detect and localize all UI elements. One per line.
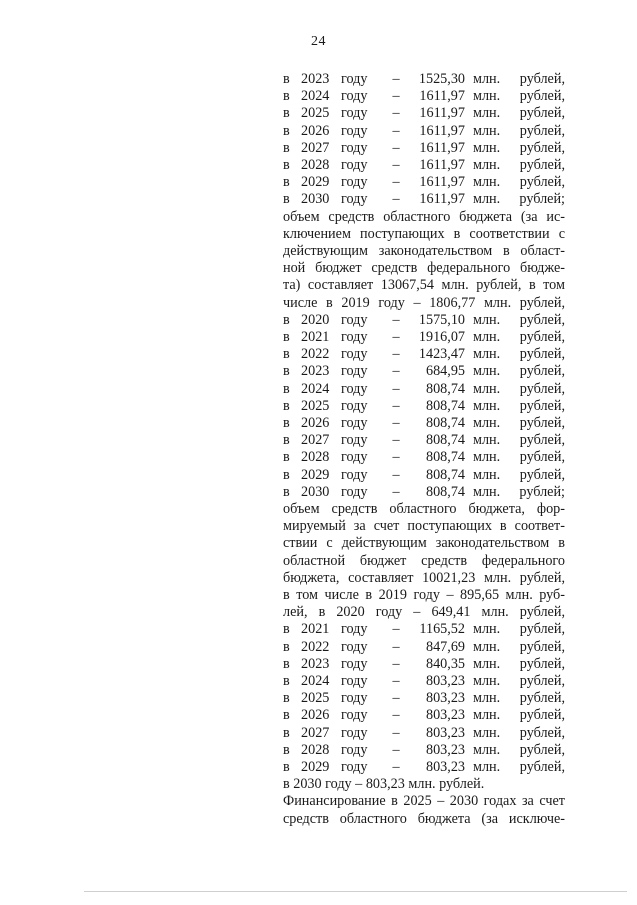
funding-cell: рублей; <box>519 483 565 500</box>
funding-cell: году <box>341 466 368 483</box>
paragraph-line: ствии с действующим законодательством в <box>283 535 565 552</box>
funding-cell: – <box>392 71 400 87</box>
funding-cell: млн. <box>473 432 501 449</box>
funding-cell: году <box>341 88 368 105</box>
funding-cell: млн. <box>473 741 501 758</box>
funding-cell: году <box>341 363 368 380</box>
funding-row <box>283 123 565 140</box>
funding-cell: в <box>283 311 290 328</box>
funding-cell: году <box>341 655 368 672</box>
funding-cell: 684,95 <box>425 363 465 380</box>
funding-cell: рублей, <box>519 328 565 345</box>
funding-cell: рублей, <box>519 105 565 122</box>
text-column <box>283 71 565 828</box>
funding-row <box>283 140 565 157</box>
funding-cell: в <box>283 483 290 500</box>
funding-cell: 803,23 <box>425 690 465 707</box>
funding-cell: рублей, <box>519 88 565 105</box>
funding-cell: млн. <box>473 483 501 500</box>
funding-cell: году <box>341 621 368 638</box>
funding-cell: 2020 <box>301 311 330 328</box>
funding-cell: – <box>392 741 400 758</box>
paragraph-federal-transfers <box>283 501 565 621</box>
funding-cell: млн. <box>473 414 501 431</box>
paragraph-line: ключением поступающих в соответствии с <box>283 225 565 242</box>
funding-cell: рублей, <box>519 122 565 139</box>
funding-cell: 808,74 <box>425 483 465 500</box>
funding-cell: млн. <box>473 363 501 380</box>
paragraph-regional-budget <box>283 209 565 312</box>
funding-row <box>283 191 565 208</box>
funding-cell: в <box>283 672 290 689</box>
funding-cell: 2026 <box>301 414 330 431</box>
funding-cell: году <box>341 432 368 449</box>
funding-cell: млн. <box>473 174 501 191</box>
funding-cell: году <box>341 122 368 139</box>
funding-cell: году <box>341 397 368 414</box>
funding-cell: 1575,10 <box>418 311 465 328</box>
funding-cell: в <box>283 466 290 483</box>
funding-cell: году <box>341 105 368 122</box>
funding-cell: – <box>392 105 400 122</box>
funding-cell: 2027 <box>301 432 330 449</box>
funding-cell: рублей, <box>519 432 565 449</box>
funding-cell: млн. <box>473 466 501 483</box>
paragraph-line: объем средств областного бюджета (за ис- <box>283 208 565 225</box>
funding-cell: – <box>392 346 400 363</box>
funding-cell: рублей, <box>519 690 565 707</box>
paragraph-financing-2025-2030 <box>283 793 565 827</box>
page-number: 24 <box>311 34 326 49</box>
paragraph-line: числе в 2019 году – 1806,77 млн. рублей, <box>283 294 565 311</box>
funding-cell: 1611,97 <box>419 191 465 208</box>
funding-cell: рублей, <box>519 638 565 655</box>
funding-cell: млн. <box>473 672 501 689</box>
funding-cell: году <box>341 328 368 345</box>
funding-cell: в <box>283 690 290 707</box>
funding-cell: году <box>341 414 368 431</box>
funding-cell: рублей, <box>519 672 565 689</box>
funding-row <box>283 725 565 742</box>
funding-cell: году <box>341 707 368 724</box>
funding-row <box>283 363 565 380</box>
funding-cell: – <box>392 191 400 208</box>
funding-cell: в <box>283 638 290 655</box>
funding-cell: 808,74 <box>425 380 465 397</box>
funding-table-2 <box>283 312 565 501</box>
funding-cell: – <box>392 466 400 483</box>
funding-cell: – <box>392 122 400 139</box>
funding-cell: 803,23 <box>425 724 465 741</box>
funding-cell: 1611,97 <box>419 174 465 191</box>
funding-cell: году <box>341 191 368 208</box>
funding-cell: – <box>392 758 400 775</box>
funding-cell: рублей, <box>519 449 565 466</box>
funding-cell: млн. <box>473 122 501 139</box>
funding-cell: 2022 <box>301 346 330 363</box>
funding-row <box>283 105 565 122</box>
funding-cell: 2026 <box>301 707 330 724</box>
funding-cell: млн. <box>473 621 501 638</box>
funding-cell: в <box>283 414 290 431</box>
funding-cell: рублей, <box>519 346 565 363</box>
funding-cell: – <box>392 397 400 414</box>
funding-cell: году <box>341 139 368 156</box>
funding-cell: 1165,52 <box>419 621 465 638</box>
funding-cell: 2024 <box>301 672 330 689</box>
funding-cell: году <box>341 71 368 87</box>
funding-cell: году <box>341 638 368 655</box>
funding-cell: рублей, <box>519 157 565 174</box>
funding-cell: году <box>341 346 368 363</box>
funding-cell: – <box>392 621 400 638</box>
paragraph-line: областной бюджет средств федерального <box>283 552 565 569</box>
funding-cell: рублей, <box>519 414 565 431</box>
funding-cell: в <box>283 71 290 87</box>
funding-cell: в <box>283 105 290 122</box>
funding-cell: – <box>392 414 400 431</box>
funding-cell: 2028 <box>301 449 330 466</box>
funding-cell: млн. <box>473 157 501 174</box>
funding-cell: – <box>392 174 400 191</box>
funding-row <box>283 329 565 346</box>
funding-cell: в <box>283 174 290 191</box>
paragraph-line: средств областного бюджета (за исключе- <box>283 810 565 827</box>
funding-cell: в <box>283 139 290 156</box>
funding-cell: 2026 <box>301 122 330 139</box>
funding-cell: в <box>283 122 290 139</box>
funding-cell: в <box>283 380 290 397</box>
funding-cell: 840,35 <box>425 655 465 672</box>
funding-cell: 808,74 <box>425 466 465 483</box>
funding-cell: 2021 <box>301 621 330 638</box>
funding-cell: в <box>283 328 290 345</box>
paragraph-line: та) составляет 13067,54 млн. рублей, в том <box>283 277 565 294</box>
funding-cell: в <box>283 191 290 208</box>
funding-cell: в <box>283 363 290 380</box>
funding-cell: в <box>283 655 290 672</box>
funding-cell: млн. <box>473 707 501 724</box>
funding-cell: 1916,07 <box>418 328 465 345</box>
funding-cell: млн. <box>473 346 501 363</box>
funding-cell: млн. <box>473 311 501 328</box>
funding-cell: 1611,97 <box>419 88 465 105</box>
funding-row <box>283 467 565 484</box>
funding-row <box>283 742 565 759</box>
funding-cell: году <box>341 483 368 500</box>
funding-cell: 847,69 <box>425 638 465 655</box>
funding-row <box>283 398 565 415</box>
funding-cell: млн. <box>473 690 501 707</box>
funding-cell: – <box>392 88 400 105</box>
funding-cell: в <box>283 758 290 775</box>
funding-cell: в <box>283 707 290 724</box>
funding-cell: – <box>392 157 400 174</box>
funding-cell: 2028 <box>301 741 330 758</box>
funding-cell: – <box>392 449 400 466</box>
funding-cell: млн. <box>473 88 501 105</box>
funding-cell: – <box>392 707 400 724</box>
paragraph-line: лей, в 2020 году – 649,41 млн. рублей, <box>283 604 565 621</box>
paragraph-line: мируемый за счет поступающих в соответ- <box>283 518 565 535</box>
funding-cell: году <box>341 741 368 758</box>
funding-row-2030: в 2030 году – 803,23 млн. рублей. <box>283 776 485 793</box>
funding-row <box>283 432 565 449</box>
funding-cell: 803,23 <box>425 672 465 689</box>
funding-cell: 2027 <box>301 724 330 741</box>
funding-cell: 803,23 <box>425 758 465 775</box>
funding-cell: в <box>283 157 290 174</box>
funding-cell: рублей, <box>519 311 565 328</box>
funding-row <box>283 415 565 432</box>
funding-cell: году <box>341 690 368 707</box>
funding-cell: 2029 <box>301 758 330 775</box>
funding-cell: рублей, <box>519 397 565 414</box>
funding-cell: году <box>341 380 368 397</box>
funding-row <box>283 157 565 174</box>
funding-row <box>283 381 565 398</box>
funding-cell: 803,23 <box>425 741 465 758</box>
funding-cell: млн. <box>473 449 501 466</box>
funding-cell: 2027 <box>301 139 330 156</box>
funding-cell: году <box>341 672 368 689</box>
funding-cell: млн. <box>473 328 501 345</box>
funding-cell: рублей, <box>519 741 565 758</box>
funding-cell: 808,74 <box>425 414 465 431</box>
funding-cell: 2030 <box>301 483 330 500</box>
funding-cell: млн. <box>473 71 501 87</box>
funding-cell: млн. <box>473 758 501 775</box>
funding-table-3 <box>283 621 565 776</box>
funding-row <box>283 621 565 638</box>
funding-cell: рублей, <box>519 71 565 87</box>
funding-row <box>283 312 565 329</box>
funding-cell: в <box>283 621 290 638</box>
funding-cell: году <box>341 724 368 741</box>
page-bottom-edge <box>84 891 627 892</box>
funding-cell: 2021 <box>301 328 330 345</box>
funding-cell: рублей, <box>519 363 565 380</box>
paragraph-line: ной бюджет средств федерального бюдже- <box>283 260 565 277</box>
funding-cell: рублей, <box>519 758 565 775</box>
funding-table-1 <box>283 71 565 209</box>
paragraph-line: в том числе в 2019 году – 895,65 млн. руб- <box>283 586 565 603</box>
funding-cell: млн. <box>473 638 501 655</box>
paragraph-line: бюджета, составляет 10021,23 млн. рублей, <box>283 569 565 586</box>
funding-cell: 1611,97 <box>419 105 465 122</box>
funding-cell: – <box>392 139 400 156</box>
funding-cell: 2022 <box>301 638 330 655</box>
funding-cell: 2024 <box>301 88 330 105</box>
funding-cell: – <box>392 655 400 672</box>
funding-cell: млн. <box>473 655 501 672</box>
funding-row <box>283 673 565 690</box>
funding-cell: рублей, <box>519 724 565 741</box>
funding-cell: млн. <box>473 380 501 397</box>
funding-cell: рублей, <box>519 655 565 672</box>
funding-row <box>283 656 565 673</box>
funding-cell: – <box>392 363 400 380</box>
funding-cell: – <box>392 432 400 449</box>
funding-cell: в <box>283 88 290 105</box>
paragraph-line: объем средств областного бюджета, фор- <box>283 500 565 517</box>
funding-cell: 2023 <box>301 363 330 380</box>
funding-cell: году <box>341 157 368 174</box>
funding-cell: 2025 <box>301 397 330 414</box>
funding-cell: 1611,97 <box>419 157 465 174</box>
paragraph-line: действующим законодательством в област- <box>283 243 565 259</box>
funding-cell: рублей, <box>519 380 565 397</box>
funding-cell: 1611,97 <box>419 139 465 156</box>
funding-cell: году <box>341 174 368 191</box>
funding-cell: – <box>392 690 400 707</box>
funding-cell: млн. <box>473 397 501 414</box>
funding-cell: году <box>341 449 368 466</box>
funding-cell: в <box>283 449 290 466</box>
funding-cell: 2025 <box>301 690 330 707</box>
funding-cell: году <box>341 758 368 775</box>
funding-cell: 2029 <box>301 174 330 191</box>
funding-cell: – <box>392 380 400 397</box>
funding-cell: 808,74 <box>425 397 465 414</box>
funding-cell: 1611,97 <box>419 122 465 139</box>
funding-cell: 2023 <box>301 71 330 87</box>
funding-row <box>283 707 565 724</box>
funding-cell: в <box>283 397 290 414</box>
funding-row <box>283 759 565 776</box>
funding-cell: млн. <box>473 139 501 156</box>
funding-cell: 803,23 <box>425 707 465 724</box>
funding-cell: 1525,30 <box>418 71 465 87</box>
funding-cell: в <box>283 741 290 758</box>
funding-cell: – <box>392 638 400 655</box>
funding-row <box>283 174 565 191</box>
funding-row <box>283 639 565 656</box>
funding-cell: рублей, <box>519 621 565 638</box>
funding-cell: – <box>392 328 400 345</box>
funding-row <box>283 690 565 707</box>
funding-cell: в <box>283 346 290 363</box>
funding-cell: 1423,47 <box>418 346 465 363</box>
funding-cell: году <box>341 311 368 328</box>
paragraph-line: Финансирование в 2025 – 2030 годах за счет <box>283 793 565 810</box>
funding-cell: рублей, <box>519 466 565 483</box>
funding-cell: рублей, <box>519 707 565 724</box>
funding-cell: – <box>392 311 400 328</box>
funding-cell: 808,74 <box>425 432 465 449</box>
funding-cell: рублей; <box>519 191 565 208</box>
funding-cell: млн. <box>473 105 501 122</box>
funding-cell: млн. <box>473 191 501 208</box>
funding-cell: 2030 <box>301 191 330 208</box>
funding-cell: 2028 <box>301 157 330 174</box>
funding-cell: 2029 <box>301 466 330 483</box>
funding-row <box>283 346 565 363</box>
funding-row <box>283 88 565 105</box>
funding-cell: рублей, <box>519 174 565 191</box>
funding-cell: 2024 <box>301 380 330 397</box>
funding-cell: в <box>283 724 290 741</box>
funding-cell: – <box>392 672 400 689</box>
funding-row <box>283 484 565 501</box>
funding-cell: 2025 <box>301 105 330 122</box>
funding-cell: в <box>283 432 290 449</box>
funding-row <box>283 71 565 88</box>
funding-cell: – <box>392 483 400 500</box>
funding-cell: 2023 <box>301 655 330 672</box>
funding-cell: – <box>392 724 400 741</box>
funding-cell: млн. <box>473 724 501 741</box>
funding-cell: 808,74 <box>425 449 465 466</box>
funding-row <box>283 449 565 466</box>
funding-cell: рублей, <box>519 139 565 156</box>
